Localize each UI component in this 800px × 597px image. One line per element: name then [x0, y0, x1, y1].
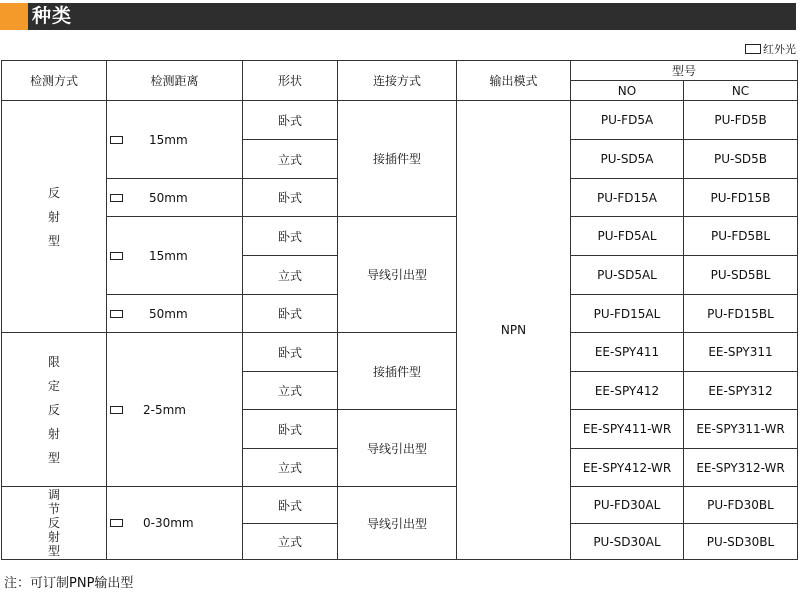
- shape-cell: 卧式: [243, 333, 338, 372]
- distance-cell: 15mm: [107, 217, 243, 295]
- model-no: PU-SD30AL: [571, 524, 684, 560]
- output-cell: NPN: [457, 101, 571, 560]
- header-output: 输出模式: [457, 61, 571, 101]
- header-nc: NC: [684, 81, 798, 101]
- header-method: 检测方式: [2, 61, 107, 101]
- shape-cell: 立式: [243, 449, 338, 487]
- group-reflective: 反射型: [2, 101, 107, 333]
- table-row: [2, 217, 798, 256]
- header-connection: 连接方式: [338, 61, 457, 101]
- shape-cell: 立式: [243, 256, 338, 295]
- shape-cell: 卧式: [243, 487, 338, 524]
- model-no: PU-FD5A: [571, 101, 684, 140]
- infrared-light-icon: [745, 44, 761, 54]
- distance-cell: 0-30mm: [107, 487, 243, 560]
- header-shape: 形状: [243, 61, 338, 101]
- sensor-icon: [110, 136, 123, 144]
- footnote: 注：可订制PNP输出型: [4, 576, 134, 591]
- connection-cell: 导线引出型: [338, 217, 457, 333]
- shape-cell: 立式: [243, 524, 338, 560]
- shape-cell: 卧式: [243, 295, 338, 333]
- model-no: EE-SPY411-WR: [571, 410, 684, 449]
- table-row: [2, 101, 798, 140]
- model-nc: PU-SD5B: [684, 140, 798, 179]
- model-nc: PU-SD5BL: [684, 256, 798, 295]
- sensor-icon: [110, 519, 123, 527]
- product-type-table: [1, 60, 798, 560]
- header-model: 型号: [571, 61, 798, 81]
- connection-cell: 接插件型: [338, 101, 457, 217]
- group-adjustable: 调节反射型: [2, 487, 107, 560]
- sensor-icon: [110, 194, 123, 202]
- model-no: PU-FD5AL: [571, 217, 684, 256]
- model-no: EE-SPY411: [571, 333, 684, 372]
- legend: [745, 41, 796, 57]
- model-no: PU-SD5AL: [571, 256, 684, 295]
- model-nc: EE-SPY312: [684, 372, 798, 410]
- shape-cell: 立式: [243, 372, 338, 410]
- shape-cell: 卧式: [243, 179, 338, 217]
- group-limited: 限定反射型: [2, 333, 107, 487]
- model-nc: EE-SPY311-WR: [684, 410, 798, 449]
- shape-cell: 卧式: [243, 410, 338, 449]
- model-no: PU-FD15AL: [571, 295, 684, 333]
- model-nc: PU-FD5BL: [684, 217, 798, 256]
- model-no: PU-FD30AL: [571, 487, 684, 524]
- connection-cell: 导线引出型: [338, 487, 457, 560]
- header-accent: [0, 3, 28, 30]
- model-nc: PU-FD30BL: [684, 487, 798, 524]
- model-no: EE-SPY412: [571, 372, 684, 410]
- model-nc: EE-SPY312-WR: [684, 449, 798, 487]
- table-header-row: [2, 61, 798, 81]
- shape-cell: 立式: [243, 140, 338, 179]
- table-row: [2, 487, 798, 524]
- sensor-icon: [110, 252, 123, 260]
- distance-cell: 15mm: [107, 101, 243, 179]
- distance-cell: 50mm: [107, 295, 243, 333]
- shape-cell: 卧式: [243, 217, 338, 256]
- model-nc: PU-FD15B: [684, 179, 798, 217]
- model-no: PU-FD15A: [571, 179, 684, 217]
- legend-label: 红外光: [763, 43, 796, 56]
- table-row: [2, 333, 798, 372]
- model-nc: EE-SPY311: [684, 333, 798, 372]
- model-no: EE-SPY412-WR: [571, 449, 684, 487]
- header-distance: 检测距离: [107, 61, 243, 101]
- page-title: 种类: [32, 5, 73, 27]
- distance-cell: 50mm: [107, 179, 243, 217]
- distance-cell: 2-5mm: [107, 333, 243, 487]
- model-no: PU-SD5A: [571, 140, 684, 179]
- model-nc: PU-FD5B: [684, 101, 798, 140]
- section-header: [0, 3, 796, 30]
- model-nc: PU-SD30BL: [684, 524, 798, 560]
- shape-cell: 卧式: [243, 101, 338, 140]
- header-no: NO: [571, 81, 684, 101]
- sensor-icon: [110, 310, 123, 318]
- connection-cell: 接插件型: [338, 333, 457, 410]
- connection-cell: 导线引出型: [338, 410, 457, 487]
- sensor-icon: [110, 406, 123, 414]
- model-nc: PU-FD15BL: [684, 295, 798, 333]
